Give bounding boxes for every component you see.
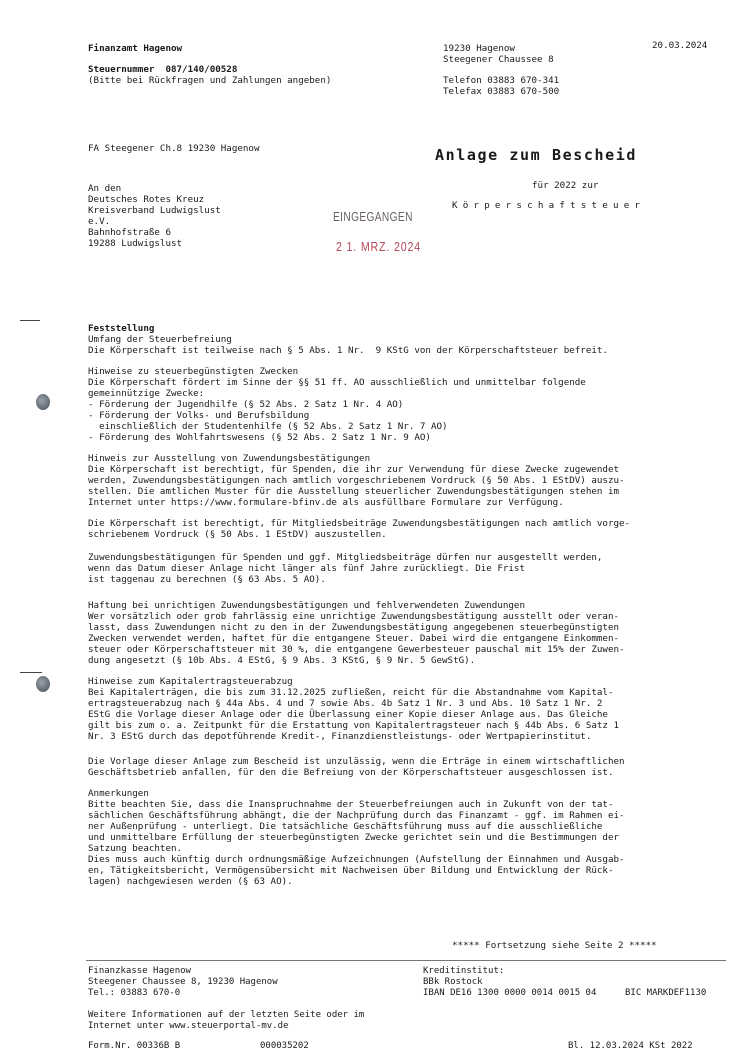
body-line: Die Körperschaft ist berechtigt, für Spenden, die ihr zur Verwendung für diese Zwecke zugewendet <box>88 464 620 475</box>
document-tax-type: Körperschaftsteuer <box>452 200 646 211</box>
office-address-line2: Steegener Chaussee 8 <box>443 54 554 65</box>
body-line: Die Vorlage dieser Anlage zum Bescheid ist unzulässig, wenn die Erträge in einem wirtschaftlichen <box>88 756 625 767</box>
body-line: Die Körperschaft fördert im Sinne der §§ 51 ff. AO ausschließlich und unmittelbar folgende <box>88 377 586 388</box>
recipient-line: An den <box>88 183 122 194</box>
bank-iban: IBAN DE16 1300 0000 0014 0015 04 <box>423 988 597 998</box>
recipient-line: Bahnhofstraße 6 <box>88 227 171 238</box>
section-heading: Hinweise zu steuerbegünstigten Zwecken <box>88 366 299 377</box>
recipient-line: 19288 Ludwigslust <box>88 238 183 249</box>
body-line: ertragsteuerabzug nach § 44a Abs. 4 und 7 sowie Abs. 4b Satz 1 Nr. 3 und Abs. 10 Satz 1 Nr. 2 <box>88 698 603 709</box>
office-address-line1: 19230 Hagenow <box>443 43 515 54</box>
purpose-list-item: einschließlich der Studentenhilfe (§ 52 Abs. 2 Satz 1 Nr. 7 AO) <box>88 421 448 432</box>
received-stamp-label: EINGEGANGEN <box>333 209 413 224</box>
tax-number: Steuernummer 087/140/00528 <box>88 64 238 75</box>
body-line: Satzung beachten. <box>88 843 183 854</box>
body-line: Internet unter https://www.formulare-bfinv.de als ausfüllbare Formulare zur Verfügung. <box>88 497 564 508</box>
footer-divider <box>86 960 726 961</box>
body-line: Zuwendungsbestätigungen für Spenden und ggf. Mitgliedsbeiträge dürfen nur ausgestellt werden, <box>88 552 603 563</box>
body-line: lasst, dass Zuwendungen nicht zu den in der Zuwendungsbestätigung angegebenen steuerbegünstigten <box>88 622 620 633</box>
received-stamp-date: 2 1. MRZ. 2024 <box>336 239 421 254</box>
office-phone: Telefon 03883 670-341 <box>443 75 560 86</box>
body-line: stellen. Die amtlichen Muster für die Ausstellung steuerlicher Zuwendungsbestätigungen stehen im <box>88 486 620 497</box>
fold-mark <box>20 320 40 321</box>
body-line: EStG die Vorlage dieser Anlage oder die Überlassung einer Kopie dieser Anlage aus. Das Gleiche <box>88 709 608 720</box>
section-heading: Hinweise zum Kapitalertragsteuerabzug <box>88 676 293 687</box>
body-line: Bitte beachten Sie, dass die Inanspruchnahme der Steuerbefreiungen auch in Zukunft von der tat- <box>88 799 614 810</box>
footer-reference: Bl. 12.03.2024 KSt 2022 <box>568 1041 693 1051</box>
recipient-line: e.V. <box>88 216 111 227</box>
body-line: lagen) nachgewiesen werden (§ 63 AO). <box>88 876 293 887</box>
body-line: steuer oder Körperschaftsteuer mit 30 %, die entgangene Gewerbesteuer pauschal mit 15% der Zuwen- <box>88 644 625 655</box>
purpose-list-item: - Förderung des Wohlfahrtswesens (§ 52 Abs. 2 Satz 1 Nr. 9 AO) <box>88 432 431 443</box>
section-subheading: Umfang der Steuerbefreiung <box>88 334 232 345</box>
body-line: ist taggenau zu berechnen (§ 63 Abs. 5 AO). <box>88 574 326 585</box>
body-line: Dies muss auch künftig durch ordnungsmäßige Aufzeichnungen (Aufstellung der Einnahmen und Ausgab- <box>88 854 625 865</box>
fold-mark <box>20 672 42 673</box>
footer-info-line: Internet unter www.steuerportal-mv.de <box>88 1021 289 1031</box>
body-line: Zwecken verwendet werden, haftet für die entgangene Steuer. Dabei wird die entgangene Einkommen- <box>88 633 620 644</box>
section-heading: Feststellung <box>88 323 155 334</box>
cashier-name: Finanzkasse Hagenow <box>88 966 191 976</box>
body-line: dung angesetzt (§ 10b Abs. 4 EStG, § 9 Abs. 3 KStG, § 9 Nr. 5 GewStG). <box>88 655 476 666</box>
document-title: Anlage zum Bescheid <box>435 146 637 164</box>
section-heading: Haftung bei unrichtigen Zuwendungsbestätigungen und fehlverwendeten Zuwendungen <box>88 600 525 611</box>
form-code: 000035202 <box>260 1041 309 1051</box>
cashier-phone: Tel.: 03883 670-0 <box>88 988 181 998</box>
body-line: schriebenem Vordruck (§ 50 Abs. 1 EStDV) auszustellen. <box>88 529 387 540</box>
office-fax: Telefax 03883 670-500 <box>443 86 560 97</box>
body-line: Die Körperschaft ist berechtigt, für Mitgliedsbeiträge Zuwendungsbestätigungen nach amtlich vorge- <box>88 518 631 529</box>
body-line: en, Tätigkeitsbericht, Vermögensübersicht mit Nachweisen über Bildung und Entwicklung der Rück- <box>88 865 614 876</box>
sender-line: FA Steegener Ch.8 19230 Hagenow <box>88 143 260 154</box>
section-heading: Anmerkungen <box>88 788 149 799</box>
tax-office-name: Finanzamt Hagenow <box>88 43 183 54</box>
purpose-list-item: - Förderung der Volks- und Berufsbildung <box>88 410 310 421</box>
body-line: Die Körperschaft ist teilweise nach § 5 Abs. 1 Nr. 9 KStG von der Körperschaftsteuer befreit. <box>88 345 608 356</box>
body-line: wenn das Datum dieser Anlage nicht länger als fünf Jahre zurückliegt. Die Frist <box>88 563 525 574</box>
bank-bic: BIC MARKDEF1130 <box>625 988 707 998</box>
body-line: gilt bis zum o. a. Zeitpunkt für die Erstattung von Kapitalertragsteuer nach § 44b Abs. 6 Satz 1 <box>88 720 620 731</box>
tax-number-note: (Bitte bei Rückfragen und Zahlungen angeben) <box>88 75 332 86</box>
recipient-line: Kreisverband Ludwigslust <box>88 205 221 216</box>
document-year: für 2022 zur <box>532 180 599 191</box>
body-line: werden, Zuwendungsbestätigungen nach amtlich vorgeschriebenem Vordruck (§ 50 Abs. 1 EStDV) auszu- <box>88 475 625 486</box>
purpose-list-item: - Förderung der Jugendhilfe (§ 52 Abs. 2 Satz 1 Nr. 4 AO) <box>88 399 404 410</box>
bank-label: Kreditinstitut: <box>423 966 505 976</box>
body-line: Wer vorsätzlich oder grob fahrlässig eine unrichtige Zuwendungsbestätigung ausstellt oder veran- <box>88 611 620 622</box>
body-line: Nr. 3 EStG durch das depotführende Kredit-, Finanzdienstleistungs- oder Wertpapierinstitut. <box>88 731 592 742</box>
body-line: und unmittelbare Erfüllung der steuerbegünstigten Zwecke gerichtet sein und die Bestimmungen der <box>88 832 620 843</box>
body-line: Bei Kapitalerträgen, die bis zum 31.12.2025 zufließen, reicht für die Abstandnahme vom Kapital- <box>88 687 614 698</box>
footer-info-line: Weitere Informationen auf der letzten Seite oder im <box>88 1010 365 1020</box>
cashier-address: Steegener Chaussee 8, 19230 Hagenow <box>88 977 278 987</box>
punch-hole <box>36 676 50 692</box>
body-line: ner Außenprüfung - unterliegt. Die tatsächliche Geschäftsführung muss auf die ausschließliche <box>88 821 603 832</box>
bank-name: BBk Rostock <box>423 977 483 987</box>
section-heading: Hinweis zur Ausstellung von Zuwendungsbestätigungen <box>88 453 371 464</box>
continuation-note: ***** Fortsetzung siehe Seite 2 ***** <box>452 940 657 951</box>
form-number: Form.Nr. 00336B B <box>88 1041 181 1051</box>
body-line: sächlichen Geschäftsführung abhängt, die der Nachprüfung durch das Finanzamt - ggf. im Rahmen ei- <box>88 810 625 821</box>
body-line: gemeinnützige Zwecke: <box>88 388 205 399</box>
body-line: Geschäftsbetrieb anfallen, für den die Befreiung von der Körperschaftsteuer ausgeschlossen ist. <box>88 767 614 778</box>
punch-hole <box>36 394 50 410</box>
document-date: 20.03.2024 <box>652 40 708 51</box>
recipient-line: Deutsches Rotes Kreuz <box>88 194 205 205</box>
